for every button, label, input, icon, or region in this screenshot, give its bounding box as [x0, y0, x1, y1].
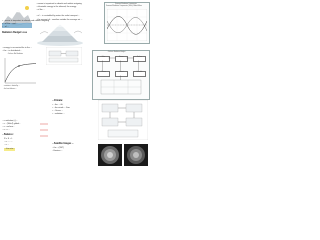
bullet-3: • ...of ... — [2, 26, 9, 29]
climate-line-2: • ...the winds ... flow — [52, 107, 70, 110]
satellite-image-2 — [124, 144, 148, 166]
flow-diagram-panel — [92, 50, 150, 100]
left-bottom-line-1: ...= radiation (+)... — [2, 120, 18, 122]
left-bottom-line-4: ...=...= ... — [2, 129, 10, 131]
climate-line-1: • ...the ... tilt — [52, 104, 63, 107]
curve-line — [5, 64, 36, 83]
flow-box-latent: Latent — [115, 71, 128, 77]
bullet-2: • ...of the ...and ... — [2, 23, 18, 26]
seasonal-graph — [107, 9, 147, 41]
formula-line-1: R = S + L — [4, 138, 13, 140]
curve-plot-caption: ...the heat balance ... — [3, 89, 18, 90]
seasonal-graph-panel — [104, 2, 150, 44]
formula-title: ...Balance: — [2, 134, 14, 136]
circulation-diagram — [98, 100, 148, 140]
flow-diagram-title: ...Surface Radiation Budget — [107, 51, 126, 53]
bullet-1: • ...ozone is important to absorb and radiate outgoing — [2, 20, 49, 23]
flow-box-solar: Solar — [97, 56, 110, 62]
flow-box-sensible: Sensible — [133, 71, 146, 77]
left-caption-2: ...the ...is distributed... — [2, 50, 22, 52]
radiation-budget-label: Radiation Budget Loss — [2, 32, 28, 34]
curve-plot — [3, 57, 37, 85]
sun-icon — [25, 6, 29, 10]
flow-arrows — [93, 51, 149, 99]
top-text-line-5: ...the amount of... weather outside the average air ... — [36, 19, 83, 21]
satellite-line-2: ...Eastern ... — [52, 150, 63, 152]
left-bottom-line-2: ...= ...(W/m²) global... — [2, 123, 21, 125]
left-bottom-line-3: ...=...surface... — [2, 126, 15, 128]
flow-box-surface: Surface — [133, 56, 146, 62]
seasonal-graph-subtitle: Seasonal Radiation Components (W/m²)/Global Mean — [106, 6, 142, 7]
top-text-line-4: ...of ... is controlled by water the solar transport ... — [36, 15, 80, 17]
climate-line-3: • ...Ocean ... — [52, 110, 63, 113]
curve-plot-panel — [2, 54, 38, 96]
climate-heading: ...Climate: — [52, 100, 63, 102]
formula-line-2: ...= ... - ... — [4, 141, 13, 143]
top-text-line-3: ...of the ... — [36, 9, 45, 11]
flow-box-ocean: Ocean — [97, 71, 110, 77]
satellite-line-1: ...the ...(SST) — [52, 147, 64, 149]
climate-line-4: • ...radiation ... — [52, 113, 65, 116]
left-caption-1: ...energy is accounted for in the ... — [2, 47, 33, 49]
top-text-line-1: ...ozone is important to absorb and radiate outgoing — [36, 3, 82, 5]
satellite-image-1 — [98, 144, 122, 166]
red-arrow-marks — [38, 122, 52, 148]
curve-plot-note: ...variation is limited by ... — [3, 86, 20, 87]
formula-line-3: ...= ... — [4, 144, 10, 146]
top-text-line-2: ...ultraviolet energy in the infrared, the energy — [36, 6, 77, 8]
curve-plot-title: ...Surface Net Radiation — [7, 54, 23, 55]
layered-globe-illustration — [36, 24, 84, 46]
mid-diagram — [46, 47, 82, 65]
seasonal-graph-title: Seasonal Radiation Components — [115, 3, 137, 5]
satellite-heading: ...Satellite Images ... — [52, 143, 74, 145]
highlighted-text: ...the rate... — [4, 148, 15, 150]
flow-box-atmos: Atmos. — [115, 56, 128, 62]
